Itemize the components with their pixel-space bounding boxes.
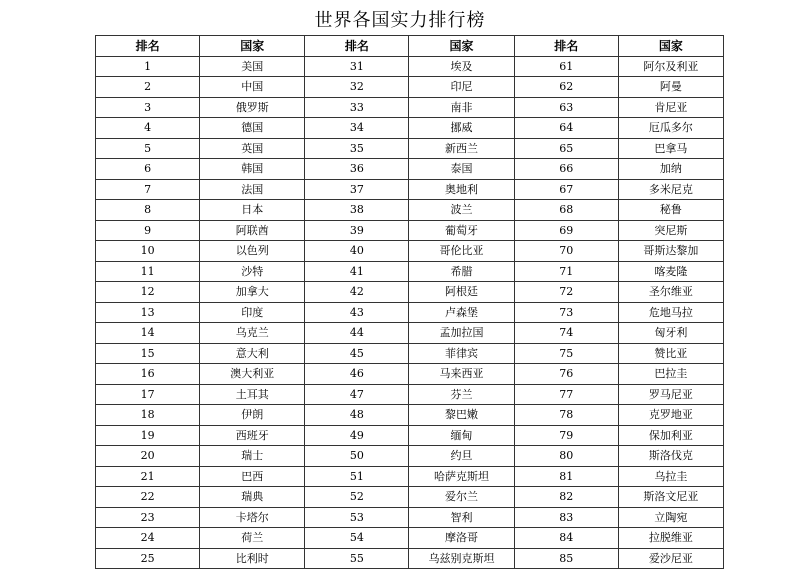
- country-cell: 南非: [409, 97, 514, 118]
- country-cell: 巴西: [200, 466, 305, 487]
- country-cell: 厄瓜多尔: [618, 118, 723, 139]
- country-cell: 韩国: [200, 159, 305, 180]
- rank-cell: 53: [305, 507, 409, 528]
- country-cell: 挪威: [409, 118, 514, 139]
- country-cell: 卢森堡: [409, 302, 514, 323]
- rank-cell: 79: [514, 425, 618, 446]
- header-rank: 排名: [514, 36, 618, 57]
- rank-cell: 80: [514, 446, 618, 467]
- country-cell: 阿曼: [618, 77, 723, 98]
- rank-cell: 61: [514, 56, 618, 77]
- rank-cell: 35: [305, 138, 409, 159]
- rank-cell: 19: [96, 425, 200, 446]
- rank-cell: 32: [305, 77, 409, 98]
- country-cell: 卡塔尔: [200, 507, 305, 528]
- country-cell: 沙特: [200, 261, 305, 282]
- country-cell: 匈牙利: [618, 323, 723, 344]
- header-rank: 排名: [305, 36, 409, 57]
- rank-cell: 16: [96, 364, 200, 385]
- rank-cell: 44: [305, 323, 409, 344]
- country-cell: 哈萨克斯坦: [409, 466, 514, 487]
- rank-cell: 45: [305, 343, 409, 364]
- country-cell: 乌克兰: [200, 323, 305, 344]
- country-cell: 缅甸: [409, 425, 514, 446]
- country-cell: 奥地利: [409, 179, 514, 200]
- country-cell: 黎巴嫩: [409, 405, 514, 426]
- rank-cell: 22: [96, 487, 200, 508]
- table-row: [96, 77, 724, 98]
- country-cell: 罗马尼亚: [618, 384, 723, 405]
- rank-cell: 72: [514, 282, 618, 303]
- country-cell: 以色列: [200, 241, 305, 262]
- rank-cell: 67: [514, 179, 618, 200]
- table-row: [96, 487, 724, 508]
- country-cell: 秘鲁: [618, 200, 723, 221]
- table-row: [96, 220, 724, 241]
- country-cell: 俄罗斯: [200, 97, 305, 118]
- country-cell: 瑞士: [200, 446, 305, 467]
- country-cell: 印尼: [409, 77, 514, 98]
- table-row: [96, 425, 724, 446]
- rank-cell: 46: [305, 364, 409, 385]
- rank-cell: 3: [96, 97, 200, 118]
- country-cell: 哥伦比亚: [409, 241, 514, 262]
- table-row: [96, 261, 724, 282]
- rank-cell: 51: [305, 466, 409, 487]
- rank-cell: 71: [514, 261, 618, 282]
- rank-cell: 31: [305, 56, 409, 77]
- rank-cell: 8: [96, 200, 200, 221]
- rank-cell: 12: [96, 282, 200, 303]
- rank-cell: 5: [96, 138, 200, 159]
- table-row: [96, 323, 724, 344]
- table-body: [96, 56, 724, 569]
- rank-cell: 83: [514, 507, 618, 528]
- country-cell: 德国: [200, 118, 305, 139]
- rank-cell: 9: [96, 220, 200, 241]
- country-cell: 波兰: [409, 200, 514, 221]
- country-cell: 爱沙尼亚: [618, 548, 723, 569]
- country-cell: 菲律宾: [409, 343, 514, 364]
- rank-cell: 23: [96, 507, 200, 528]
- rank-cell: 64: [514, 118, 618, 139]
- country-cell: 中国: [200, 77, 305, 98]
- table-row: [96, 384, 724, 405]
- country-cell: 澳大利亚: [200, 364, 305, 385]
- table-row: [96, 343, 724, 364]
- country-cell: 新西兰: [409, 138, 514, 159]
- country-cell: 芬兰: [409, 384, 514, 405]
- table-row: [96, 97, 724, 118]
- country-cell: 保加利亚: [618, 425, 723, 446]
- header-rank: 排名: [96, 36, 200, 57]
- rank-cell: 37: [305, 179, 409, 200]
- rank-cell: 21: [96, 466, 200, 487]
- rank-cell: 25: [96, 548, 200, 569]
- country-cell: 加拿大: [200, 282, 305, 303]
- rank-cell: 69: [514, 220, 618, 241]
- table-row: [96, 56, 724, 77]
- rank-cell: 81: [514, 466, 618, 487]
- country-cell: 希腊: [409, 261, 514, 282]
- country-cell: 孟加拉国: [409, 323, 514, 344]
- country-cell: 爱尔兰: [409, 487, 514, 508]
- country-cell: 巴拉圭: [618, 364, 723, 385]
- rank-cell: 42: [305, 282, 409, 303]
- country-cell: 美国: [200, 56, 305, 77]
- country-cell: 乌兹别克斯坦: [409, 548, 514, 569]
- country-cell: 葡萄牙: [409, 220, 514, 241]
- rank-cell: 68: [514, 200, 618, 221]
- header-row: [96, 36, 724, 57]
- rank-cell: 66: [514, 159, 618, 180]
- rank-cell: 85: [514, 548, 618, 569]
- rank-cell: 48: [305, 405, 409, 426]
- rank-cell: 33: [305, 97, 409, 118]
- country-cell: 马来西亚: [409, 364, 514, 385]
- country-cell: 加纳: [618, 159, 723, 180]
- rank-cell: 11: [96, 261, 200, 282]
- rank-cell: 62: [514, 77, 618, 98]
- table-row: [96, 507, 724, 528]
- rank-cell: 4: [96, 118, 200, 139]
- country-cell: 肯尼亚: [618, 97, 723, 118]
- country-cell: 拉脱维亚: [618, 528, 723, 549]
- country-cell: 斯洛文尼亚: [618, 487, 723, 508]
- table-row: [96, 405, 724, 426]
- table-row: [96, 528, 724, 549]
- rank-cell: 40: [305, 241, 409, 262]
- country-cell: 泰国: [409, 159, 514, 180]
- country-cell: 突尼斯: [618, 220, 723, 241]
- country-cell: 埃及: [409, 56, 514, 77]
- rank-cell: 77: [514, 384, 618, 405]
- rank-cell: 47: [305, 384, 409, 405]
- country-cell: 多米尼克: [618, 179, 723, 200]
- rank-cell: 39: [305, 220, 409, 241]
- page-title: 世界各国实力排行榜: [314, 10, 486, 31]
- rank-cell: 49: [305, 425, 409, 446]
- table-row: [96, 200, 724, 221]
- header-country: 国家: [200, 36, 305, 57]
- table-row: [96, 466, 724, 487]
- rank-cell: 41: [305, 261, 409, 282]
- table-row: [96, 159, 724, 180]
- rank-cell: 78: [514, 405, 618, 426]
- country-cell: 危地马拉: [618, 302, 723, 323]
- header-country: 国家: [618, 36, 723, 57]
- table-row: [96, 282, 724, 303]
- rank-cell: 36: [305, 159, 409, 180]
- country-cell: 克罗地亚: [618, 405, 723, 426]
- country-cell: 比利时: [200, 548, 305, 569]
- rank-cell: 13: [96, 302, 200, 323]
- country-cell: 印度: [200, 302, 305, 323]
- rank-cell: 10: [96, 241, 200, 262]
- rank-cell: 15: [96, 343, 200, 364]
- rank-cell: 50: [305, 446, 409, 467]
- country-cell: 立陶宛: [618, 507, 723, 528]
- rank-cell: 70: [514, 241, 618, 262]
- table-row: [96, 548, 724, 569]
- country-cell: 哥斯达黎加: [618, 241, 723, 262]
- country-cell: 智利: [409, 507, 514, 528]
- ranking-table: [95, 35, 724, 569]
- country-cell: 圣尔维亚: [618, 282, 723, 303]
- rank-cell: 75: [514, 343, 618, 364]
- country-cell: 瑞典: [200, 487, 305, 508]
- table-header: [96, 36, 724, 57]
- table-row: [96, 446, 724, 467]
- rank-cell: 18: [96, 405, 200, 426]
- rank-cell: 63: [514, 97, 618, 118]
- country-cell: 阿尔及利亚: [618, 56, 723, 77]
- country-cell: 喀麦隆: [618, 261, 723, 282]
- country-cell: 阿根廷: [409, 282, 514, 303]
- rank-cell: 14: [96, 323, 200, 344]
- table-row: [96, 118, 724, 139]
- rank-cell: 76: [514, 364, 618, 385]
- rank-cell: 74: [514, 323, 618, 344]
- country-cell: 英国: [200, 138, 305, 159]
- rank-cell: 20: [96, 446, 200, 467]
- rank-cell: 34: [305, 118, 409, 139]
- country-cell: 乌拉圭: [618, 466, 723, 487]
- rank-cell: 65: [514, 138, 618, 159]
- rank-cell: 82: [514, 487, 618, 508]
- rank-cell: 73: [514, 302, 618, 323]
- country-cell: 法国: [200, 179, 305, 200]
- rank-cell: 2: [96, 77, 200, 98]
- country-cell: 斯洛伐克: [618, 446, 723, 467]
- country-cell: 约旦: [409, 446, 514, 467]
- country-cell: 土耳其: [200, 384, 305, 405]
- country-cell: 阿联酋: [200, 220, 305, 241]
- header-country: 国家: [409, 36, 514, 57]
- country-cell: 巴拿马: [618, 138, 723, 159]
- rank-cell: 6: [96, 159, 200, 180]
- table-row: [96, 241, 724, 262]
- rank-cell: 52: [305, 487, 409, 508]
- country-cell: 意大利: [200, 343, 305, 364]
- table-row: [96, 179, 724, 200]
- country-cell: 伊朗: [200, 405, 305, 426]
- country-cell: 日本: [200, 200, 305, 221]
- country-cell: 荷兰: [200, 528, 305, 549]
- country-cell: 西班牙: [200, 425, 305, 446]
- rank-cell: 24: [96, 528, 200, 549]
- rank-cell: 84: [514, 528, 618, 549]
- rank-cell: 7: [96, 179, 200, 200]
- rank-cell: 17: [96, 384, 200, 405]
- country-cell: 赞比亚: [618, 343, 723, 364]
- rank-cell: 55: [305, 548, 409, 569]
- table-row: [96, 364, 724, 385]
- rank-cell: 1: [96, 56, 200, 77]
- table-row: [96, 302, 724, 323]
- country-cell: 摩洛哥: [409, 528, 514, 549]
- table-row: [96, 138, 724, 159]
- rank-cell: 38: [305, 200, 409, 221]
- rank-cell: 43: [305, 302, 409, 323]
- rank-cell: 54: [305, 528, 409, 549]
